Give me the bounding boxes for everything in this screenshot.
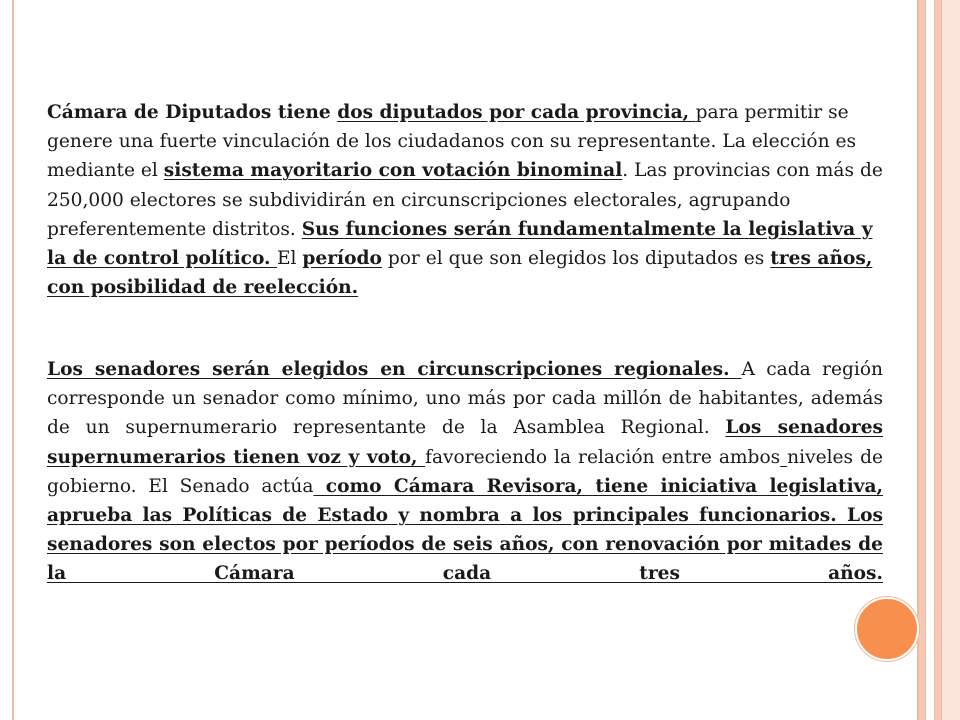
text-run: sistema mayoritario con votación binominal (163, 160, 623, 182)
text-run: El (276, 248, 303, 270)
decorative-circle (855, 597, 919, 661)
text-run: A cada región corresponde un senador como mínimo, uno más por cada millón de habitantes, además de un supernumerario representante de la Asamblea Regional. (47, 359, 883, 439)
text-run: tres años, con posibilidad de reelección. (47, 248, 873, 299)
decorative-stripe (941, 0, 960, 720)
text-run: . Las provincias con más de 250,000 electores se subdividirán en circunscripciones electorales, agrupando preferentemente distritos. (47, 160, 883, 240)
text-run: Sus funciones serán fundamentalmente la legislativa y la de control político. (47, 218, 873, 270)
text-run: como Cámara Revisora, tiene iniciativa legislativa, aprueba las Políticas de Estado y nombra a los principales funcionarios. Los senadores son electos por períodos de seis años, con renovación por mitades de la Cámara cada tres años. (47, 475, 883, 585)
text-run: Cámara de Diputados tiene (47, 102, 338, 123)
paragraph-senadores (47, 355, 883, 589)
text-run: niveles de gobierno. El Senado actúa (47, 446, 883, 497)
decorative-stripe (925, 0, 935, 720)
text-run: favoreciendo la relación entre ambos (425, 446, 781, 468)
text-run: para permitir se genere una fuerte vinculación de los ciudadanos con su representante. La elección es mediante el (47, 102, 857, 182)
text-run: por el que son elegidos los diputados es (381, 248, 771, 270)
text-run: Los senadores serán elegidos en circunscripciones regionales. (47, 359, 742, 380)
text-run: período (302, 248, 382, 270)
text-run: dos diputados por cada provincia, (337, 102, 696, 123)
paragraph-diputados (47, 98, 883, 302)
text-run: Los senadores supernumerarios tienen voz y voto, (47, 417, 883, 468)
